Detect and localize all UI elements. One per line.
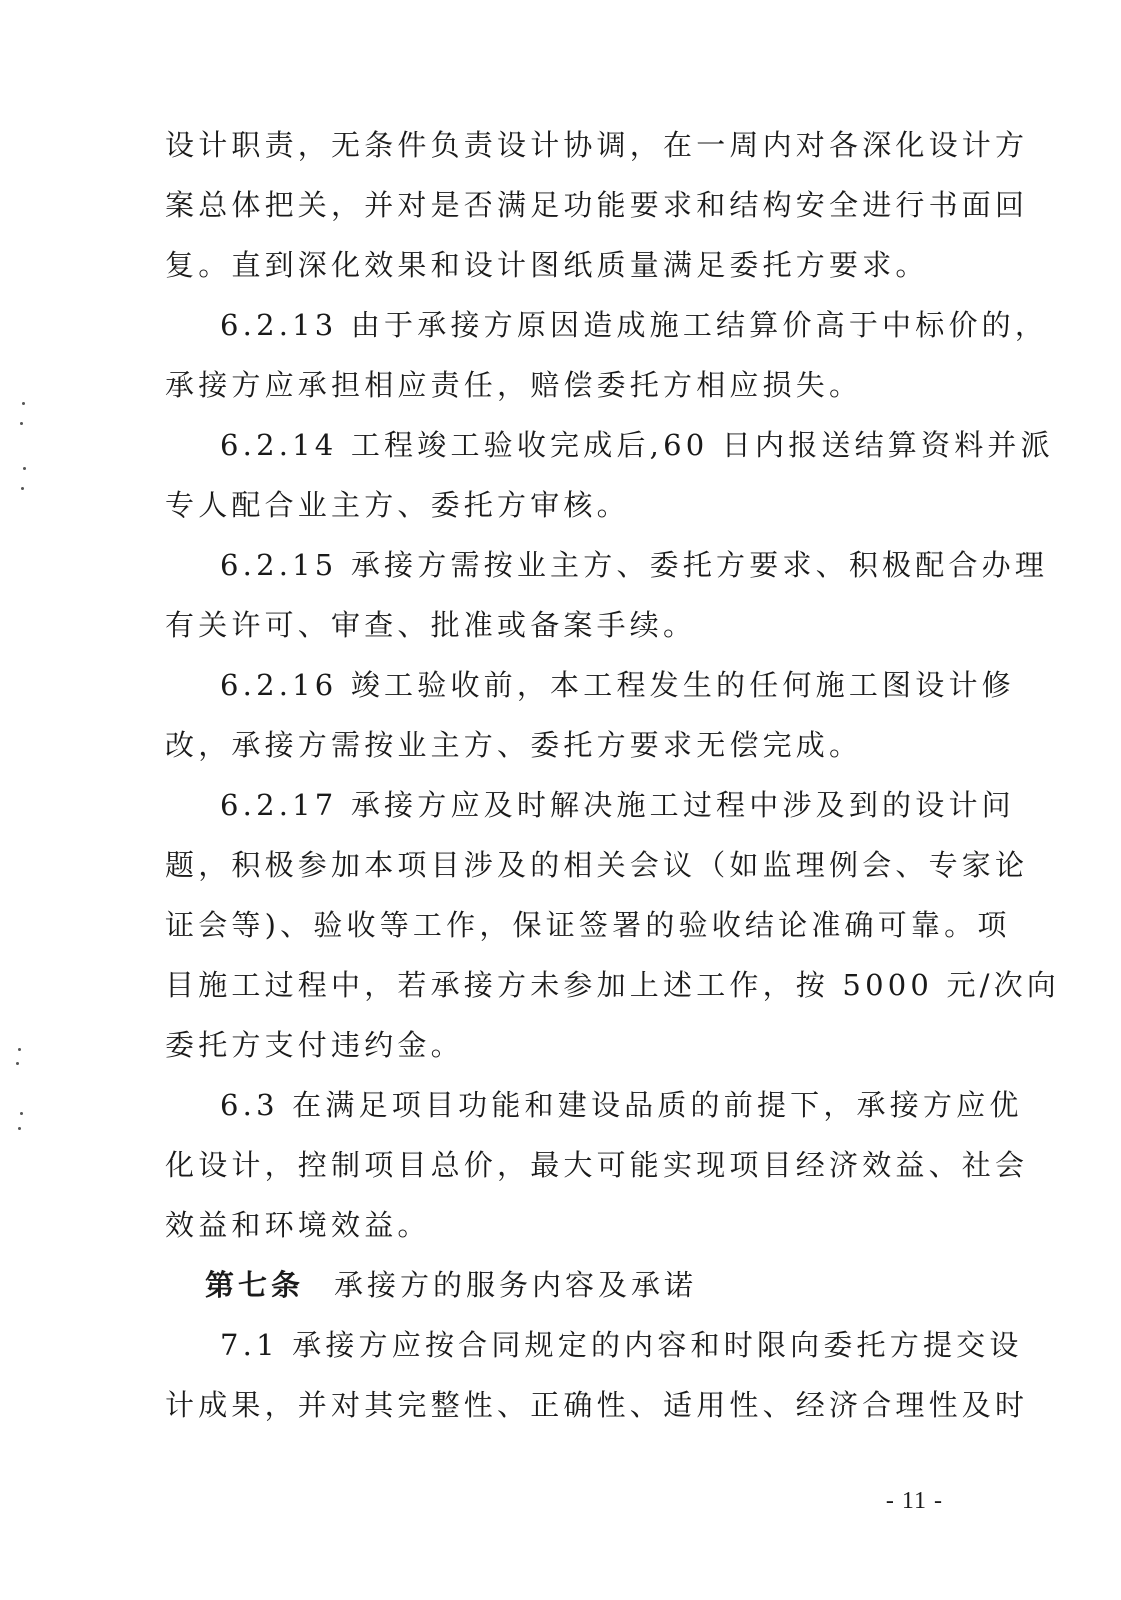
- scan-speck: [20, 422, 23, 425]
- paragraph-line: 复。直到深化效果和设计图纸质量满足委托方要求。: [165, 248, 929, 282]
- clause-7-1-line: 7.1 承接方应按合同规定的内容和时限向委托方提交设: [220, 1328, 1023, 1362]
- paragraph-line: 题，积极参加本项目涉及的相关会议（如监理例会、专家论: [165, 848, 1029, 882]
- scan-speck: [20, 1112, 23, 1115]
- section-heading-title: 承接方的服务内容及承诺: [334, 1268, 698, 1302]
- clause-6-3-line: 6.3 在满足项目功能和建设品质的前提下，承接方应优: [220, 1088, 1023, 1122]
- document-body: [165, 115, 1061, 1435]
- scan-speck: [21, 487, 24, 490]
- scan-speck: [23, 467, 26, 470]
- clause-6-2-14-line: 6.2.14 工程竣工验收完成后,60 日内报送结算资料并派: [220, 428, 1054, 462]
- paragraph-line: 案总体把关，并对是否满足功能要求和结构安全进行书面回: [165, 188, 1029, 222]
- paragraph-line: 化设计，控制项目总价，最大可能实现项目经济效益、社会: [165, 1148, 1029, 1182]
- clause-6-2-13-line: 6.2.13 由于承接方原因造成施工结算价高于中标价的，: [220, 308, 1049, 342]
- scan-speck: [22, 402, 25, 405]
- page-number: - 11 -: [885, 1488, 943, 1514]
- section-heading: [165, 1255, 945, 1315]
- clause-6-2-15-line: 6.2.15 承接方需按业主方、委托方要求、积极配合办理: [220, 548, 1049, 582]
- scan-speck: [16, 1062, 19, 1065]
- section-heading-label: 第七条: [205, 1268, 305, 1302]
- scan-speck: [18, 1048, 21, 1051]
- paragraph-line: 承接方应承担相应责任，赔偿委托方相应损失。: [165, 368, 863, 402]
- paragraph-line: 改，承接方需按业主方、委托方要求无偿完成。: [165, 728, 863, 762]
- paragraph-line: 有关许可、审查、批准或备案手续。: [165, 608, 697, 642]
- paragraph-line: 证会等)、验收等工作，保证签署的验收结论准确可靠。项: [165, 908, 1011, 942]
- paragraph-line: 计成果，并对其完整性、正确性、适用性、经济合理性及时: [165, 1388, 1029, 1422]
- paragraph-line: 效益和环境效益。: [165, 1208, 431, 1242]
- paragraph-line: 委托方支付违约金。: [165, 1028, 464, 1062]
- paragraph-line: 专人配合业主方、委托方审核。: [165, 488, 630, 522]
- scan-speck: [18, 1127, 21, 1130]
- clause-6-2-17-line: 6.2.17 承接方应及时解决施工过程中涉及到的设计问: [220, 788, 1015, 822]
- paragraph-line: 设计职责，无条件负责设计协调，在一周内对各深化设计方: [165, 128, 1029, 162]
- clause-6-2-16-line: 6.2.16 竣工验收前，本工程发生的任何施工图设计修: [220, 668, 1015, 702]
- paragraph-line: 目施工过程中，若承接方未参加上述工作，按 5000 元/次向: [165, 968, 1061, 1002]
